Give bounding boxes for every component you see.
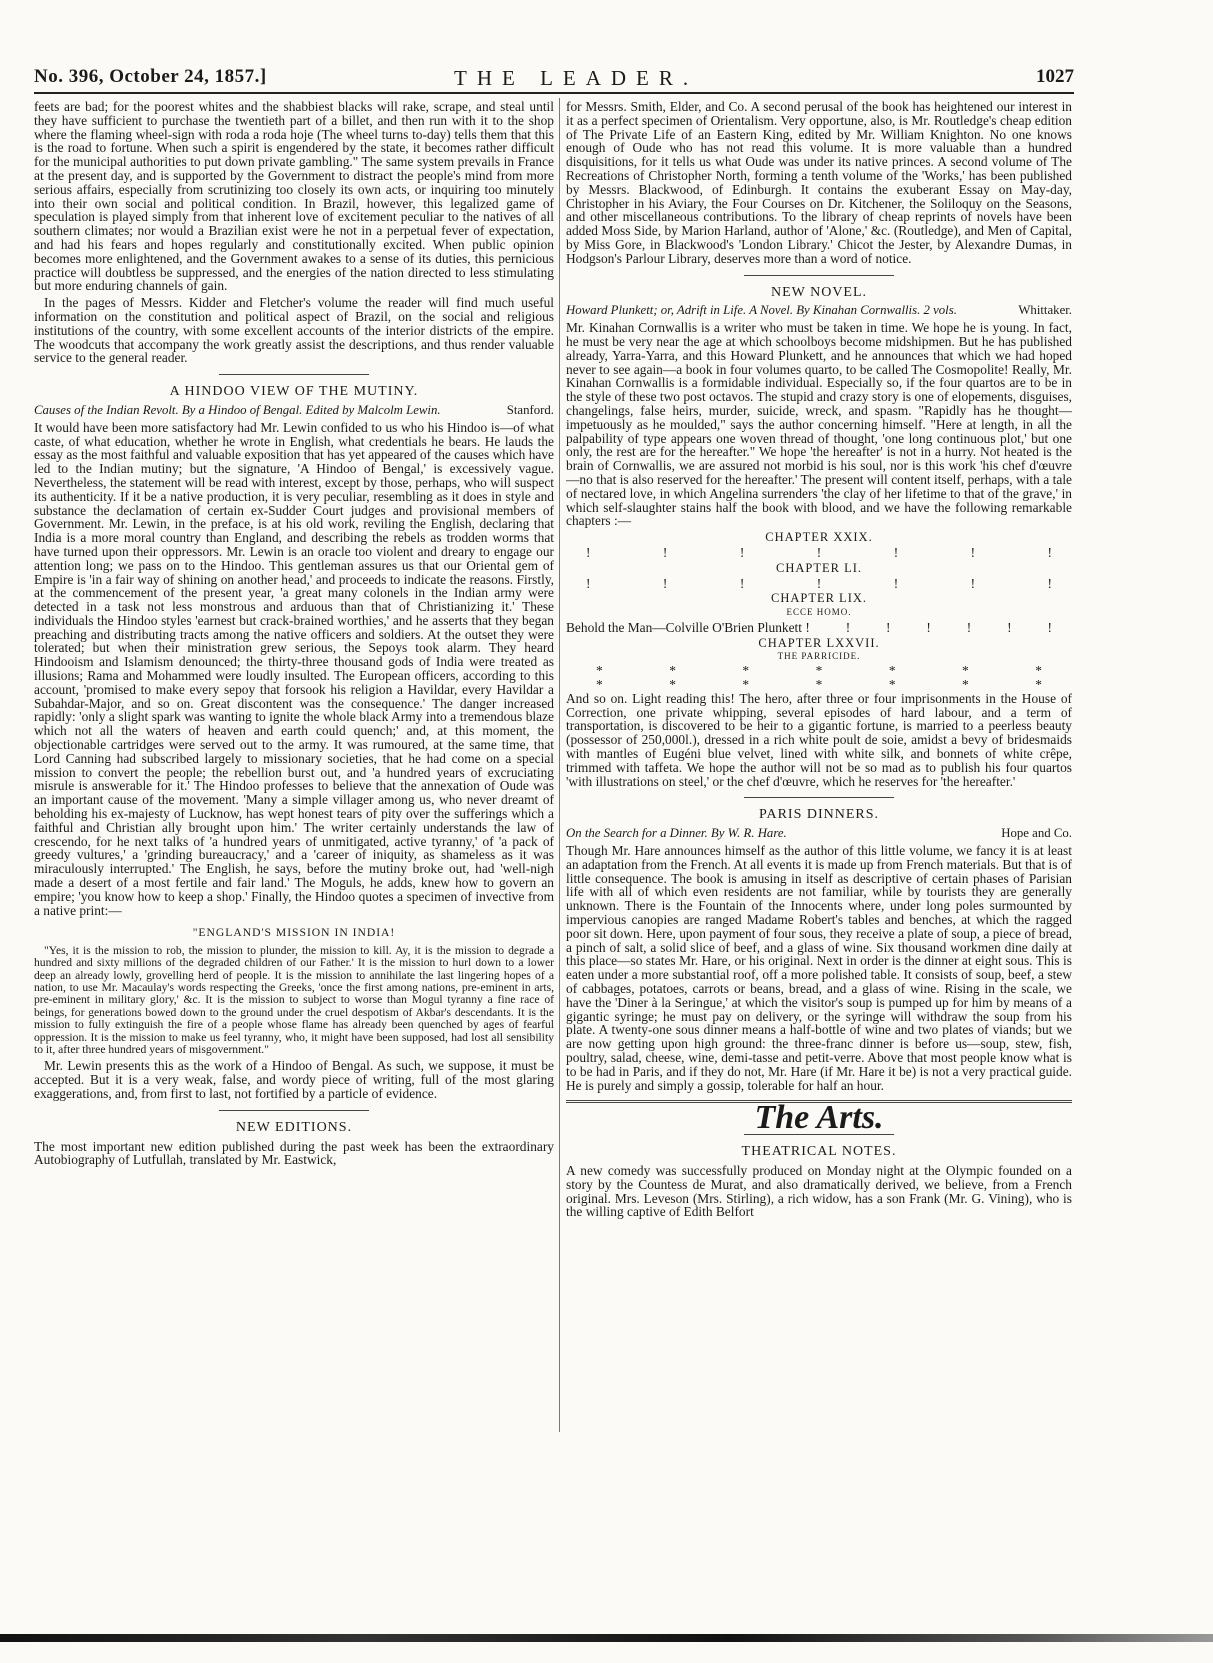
block-quote: "Yes, it is the mission to rob, the mission to plunder, the mission to kill. Ay, it is the mission to degrade a hundred and sixty millions of the degraded children of our Father.' It is the mission to hurl down to a lower deep an already lowly, grovelling herd of people. It is the mission to annihilate the last lingering hopes of a nation, to use Mr. Macaulay's words respecting the Greeks, 'once the first among nations, pre-eminent in arts, pre-eminent in military glory,' &c. It is the mission to subject to worse than Mogul tyranny a fine race of beings, for generations bowed down to the ground under the cruel despotism of Akbar's descendants. It is the mission to fully extinguish the fire of a people whose flame has already been quenched by ages of fearful oppression. It is the mission to make us feel tyranny, who, it might have been supposed, had lost all sensibility to it, after three hundred years of misgovernment." xyxy=(34,943,554,1057)
right-column xyxy=(566,100,1072,1430)
publisher: Stanford. xyxy=(506,402,554,417)
exclamation: ! xyxy=(662,575,668,591)
citation-text: Causes of the Indian Revolt. By a Hindoo of Bengal. Edited by Malcolm Lewin. xyxy=(34,402,441,417)
exclamation-row xyxy=(566,577,1072,591)
section-title-hindoo-view: A HINDOO VIEW OF THE MUTINY. xyxy=(169,384,419,400)
asterisk: * xyxy=(962,663,969,679)
paragraph: A new comedy was successfully produced on Monday night at the Olympic founded on a story by the Countess de Murat, and also dramatically derived, we believe, from a French original. Mrs. Leveson (Mrs. Stirling), a rich widow, has a son Frank (Mr. G. Vining), who is the willing captive of Edith Belfort xyxy=(566,1162,1072,1220)
section-divider xyxy=(744,797,894,798)
exclamation: ! xyxy=(845,619,851,635)
asterisk: * xyxy=(888,663,896,679)
issue-date: No. 396, October 24, 1857.] xyxy=(34,66,267,87)
paragraph: The most important new edition published during the past week has been the extraordinary Autobiography of Lutfullah, translated by Mr. Eastwick, xyxy=(34,1138,554,1168)
book-citation xyxy=(566,827,1072,841)
exclamation: ! xyxy=(886,619,891,635)
paragraph: feets are bad; for the poorest whites and the shabbiest blacks will rake, scrape, and steal until they have sufficient to purchase the twentieth part of a billet, and then run with it to the shop where the flaming wheel-sign with roda a roda hoje (The wheel turns to-day) tells them that this is the road to fortune. When such a spirit is engendered by the state, it becomes rather difficult for the municipal authorities to put down private gambling." The same system prevails in France at the present day, and is supported by the Government to distract the people's mind from more serious affairs, especially from scrutinizing too closely its own acts, or inquiring too minutely into their own social and political condition. In Brazil, however, this legalized game of speculation is played simply from that inherent love of excitement peculiar to the natives of all southern climates; nor would a Brazilian exist were he not in a perpetual fever of expectation, and had his fears and hopes regularly and constitutionally excited. When public opinion becomes more enlightened, and the Government awakes to a sense of its duties, this pernicious practice will doubtless be suppressed, and the energies of the nation directed to less stimulating but more enduring channels of gain. xyxy=(34,100,554,294)
chapter-subtitle: THE PARRICIDE. xyxy=(777,651,861,662)
asterisk: * xyxy=(742,677,750,693)
asterisk: * xyxy=(596,663,603,679)
page-number: 1027 xyxy=(1036,66,1074,87)
exclamation: ! xyxy=(816,575,822,591)
page-bottom-edge xyxy=(0,1634,1213,1642)
paragraph: It would have been more satisfactory had Mr. Lewin confided to us who his Hindoo is—of what caste, of what education, whether he wrote in English, what credentials he bears. He lauds the essay as the most faithful and valuable exposition that has yet appeared of the causes which have led to the Indian mutiny; but the signature, 'A Hindoo of Bengal,' is excessively vague. Nevertheless, the statement will be read with interest, except by those, perhaps, who will suspect its authenticity. If it be a native production, it is very peculiar, resembling as it does in style and substance the declamation of certain ex-Sudder Court judges and provisional members of Government. Mr. Lewin, in the preface, is at his old work, reviling the English, declaring that India is a more moral country than England, and describing the rebels as trodden worms that have turned upon their oppressors. Mr. Lewin is an oracle too violent and dreary to engage our attention long; we pass on to the Hindoo. This gentleman assures us that our Oriental gem of Empire is 'in a fair way of shining on another head,' and proceeds to indicate the reasons. Firstly, at the commencement of the present year, 'a great many colonels in the Indian army were detected in a task not less monstrous and arduous than that of Christianizing it.' These individuals the Hindoo styles 'earnest but crack-brained worthies,' and he asserts that they began preaching and distributing tracts among the native officers and soldiers. At the outset they were tolerated; but when their ministration grew serious, the Sepoys took alarm. They heard Hindooism and Islamism denounced; the thirty-three thousand gods of India were treated as illusions; Rama and Mohammed were loudly insulted. The European officers, according to this account, 'promised to make every sepoy that forsook his religion a Havildar, every Havildar a Subahdar-Major, and so on. Great discontent was the consequence.' The danger increased rapidly: 'only a slight spark was wanting to ignite the whole black Army into a tremendous blaze which not all the waters of heaven and earth could quench;' and, at this moment, the objectionable cartridges were served out to the army. It was rumoured, at the same time, that Lord Canning had subscribed largely to missionary societies, that he had come on a special mission to convert the people; the rebellion burst out, and 'a hundred years of excruciating misrule is answerable for it.' The Hindoo professes to believe that the annexation of Oude was an important cause of the movement. 'Many a simple villager among us, who never dreamt of beholding his ex-majesty of Lucknow, has wept honest tears of pity over the sufferings which a faithful and Christian ally brought upon him.' The writer certainly understands the law of crescendo, for he next talks of 'a hundred years of unmitigated, active tyranny,' of 'a pack of greedy vultures,' a 'grinding bureaucracy,' and a 'career of iniquity, as shameless as it was miraculously interrupted.' The English, he says, before the mutiny broke out, had 'well-nigh made a desert of a most fertile and fair land.' The Moguls, he adds, knew how to govern an empire; 'you know how to keep a shop.' Finally, the Hindoo quotes a specimen of invective from a native print:— xyxy=(34,419,554,918)
exclamation: ! xyxy=(970,544,976,560)
masthead-title: THE LEADER. xyxy=(454,66,699,90)
exclamation: ! xyxy=(586,544,591,560)
quote-title: "ENGLAND'S MISSION IN INDIA! xyxy=(192,926,396,940)
asterisk: * xyxy=(815,677,823,693)
page-header xyxy=(34,66,1074,94)
exclamation: ! xyxy=(816,544,822,560)
book-citation xyxy=(34,404,554,418)
publisher: Whittaker. xyxy=(1018,303,1072,318)
citation-text: Howard Plunkett; or, Adrift in Life. A Novel. By Kinahan Cornwallis. 2 vols. xyxy=(566,303,957,318)
paragraph: Though Mr. Hare announces himself as the author of this little volume, we fancy it is at least an adaptation from the French. At all events it is made up from French materials. But that is of little consequence. The book is amusing in itself as descriptive of certain phases of Parisian life with all of which even residents are not familiar, while by tourists they are generally unknown. There is the Fountain of the Innocents where, under long poles surmounted by impervious canopies are ranged Madame Robert's tables and benches, at which the ragged poor sit down. Here, upon payment of four sous, they receive a plate of soup, a piece of bread, a pinch of salt, a solid slice of beef, and a glass of wine. Six thousand workmen dine daily at this place—so states Mr. Hare, or his original. Next in order is the dinner at eight sous. This is eaten under a more substantial roof, off a more polished table. It consists of soup, beef, a stew of cabbages, potatoes, carrots or beans, bread, and a glass of wine. Rising in the scale, we have the 'Diner à la Seringue,' at which the visitor's soup is pumped up for him by means of a gigantic syringe; he must pay on delivery, or the syringe will withdraw the soup from his plate. A twenty-one sous dinner means a half-bottle of wine and two plates of viands; but we are now getting upon high ground: the three-franc dinner is before us—soup, stew, fish, poultry, salad, cheese, wine, demi-tasse and petit-verre. Above that most people know what is to be had in Paris, and if they do not, Mr. Hare (if Mr. Hare it be) is not a very practical guide. He is purely and simply a gossip, tolerable for half an hour. xyxy=(566,843,1072,1093)
exclamation: ! xyxy=(739,544,745,560)
paragraph: In the pages of Messrs. Kidder and Fletcher's volume the reader will find much useful information on the constitution and political aspect of Brazil, on the social and religious institutions of the country, with some excellent accounts of the interior districts of the empire. The woodcuts that accompany the work greatly assist the descriptions, and thus render valuable service to the general reader. xyxy=(34,295,554,366)
exclamation: ! xyxy=(739,575,745,591)
exclamation: ! xyxy=(1047,544,1052,560)
book-citation xyxy=(566,304,1072,318)
asterisk: * xyxy=(962,677,969,693)
asterisk: * xyxy=(596,677,603,693)
paragraph: And so on. Light reading this! The hero, after three or four imprisonments in the House of Correction, one private whipping, several episodes of hard labour, and a term of transportation, is discovered to be heir to a gigantic fortune, is married to a peerless beauty (possessor of 250,000l.), dressed in a rich white poult de soie, amidst a bevy of bridesmaids with mantles of Eugéni blue velvet, lined with white silk, and bonnets of white crêpe, trimmed with taffeta. We hope the author will not be so mad as to publish his four quartos 'with illustrations on steel,' or the chef d'œuvre, which he reserves for 'the hereafter.' xyxy=(566,690,1072,789)
asterisk: * xyxy=(742,663,750,679)
paragraph: Mr. Kinahan Cornwallis is a writer who must be taken in time. We hope he is young. In fact, he must be very near the age at which schoolboys become midshipmen. But he has published already, Yarra-Yarra, and this Howard Plunkett, and he announces that which we had hoped never to see again—a book in four volumes quarto, to be called The Cosmopolite! Really, Mr. Kinahan Cornwallis is a formidable individual. Especially so, if the four quartos are to be in the style of these two post octavos. The stupid and crazy story is one of elopements, disguises, changelings, false heirs, murder, suicide, wreck, and spasm. "Rapidly has he thought—impetuously as he moulded," says the author concerning himself. "Here at length, in all the palpability of type appears one woven thread of thought, 'one long continuous plot,' but one only, the rest are for the hereafter." We hope 'the hereafter' is not in a hurry. Not heated is the brain of Cornwallis, we are assured not morbid is his soul, nor is this work 'his chef d'œuvre—no that is also reserved for the hereafter.' The present will content itself, perhaps, with a tale of nectared love, in which Angelina surrenders 'the clay of her lifetime to that of the grave,' in which self-slaughter stains half the book with blood, and we have the following remarkable chapters :— xyxy=(566,320,1072,529)
asterisk: * xyxy=(1035,677,1042,693)
publisher: Hope and Co. xyxy=(1001,826,1072,841)
asterisk: * xyxy=(1035,663,1042,679)
asterisk-row xyxy=(566,664,1072,678)
chapter-subtitle: ECCE HOMO. xyxy=(786,607,852,618)
paragraph: Mr. Lewin presents this as the work of a Hindoo of Bengal. As such, we suppose, it must be accepted. But it is a very weak, false, and wordy piece of writing, full of the most glaring exaggerations, and, from first to last, not fortified by a particle of evidence. xyxy=(34,1058,554,1102)
exclamation: ! xyxy=(586,575,591,591)
section-divider xyxy=(219,374,369,375)
asterisk: * xyxy=(888,677,896,693)
behold-line xyxy=(566,621,1072,635)
exclamation: ! xyxy=(893,575,899,591)
chapter-heading: CHAPTER LXXVII. xyxy=(758,635,880,650)
exclamation: ! xyxy=(1007,619,1012,635)
column-divider xyxy=(559,98,560,1432)
section-divider xyxy=(744,275,894,276)
citation-text: On the Search for a Dinner. By W. R. Hare. xyxy=(566,826,787,841)
exclamation: ! xyxy=(926,619,931,635)
exclamation: ! xyxy=(1047,619,1052,635)
chapter-heading: CHAPTER XXIX. xyxy=(765,530,873,545)
chapter-heading: CHAPTER LIX. xyxy=(770,591,868,606)
arts-heading: The Arts. xyxy=(754,1099,884,1137)
exclamation: ! xyxy=(662,544,668,560)
left-column xyxy=(34,100,554,1430)
section-divider xyxy=(219,1110,369,1111)
exclamation: ! xyxy=(970,575,976,591)
asterisk-row xyxy=(566,678,1072,692)
exclamation: ! xyxy=(966,619,972,635)
section-title-new-editions: NEW EDITIONS. xyxy=(235,1119,353,1135)
exclamation-row xyxy=(566,546,1072,560)
asterisk: * xyxy=(815,663,823,679)
section-title-theatrical-notes: THEATRICAL NOTES. xyxy=(741,1144,897,1160)
section-title-paris-dinners: PARIS DINNERS. xyxy=(758,807,880,823)
chapter-heading: CHAPTER LI. xyxy=(776,560,862,575)
exclamation: ! xyxy=(893,544,899,560)
asterisk: * xyxy=(669,677,676,693)
paragraph: for Messrs. Smith, Elder, and Co. A second perusal of the book has heightened our interest in it as a perfect specimen of Orientalism. Very opportune, also, is Mr. Routledge's cheap edition of The Private Life of an Eastern King, edited by Mr. William Knighton. No one knows enough of Oude who has not read this volume. It is more valuable than a hundred disquisitions, for it tells us what Oude was under its native princes. A second volume of The Recreations of Christopher North, forming a tenth volume of the 'Works,' has been published by Messrs. Blackwood, of Edinburgh. It contains the exuberant Essay on May-day, Christopher in his Aviary, the Four Courses on Dr. Kitchener, the Soliloquy on the Seasons, and other miscellaneous contributions. To the library of cheap reprints of novels have been added Moss Side, by Marion Harland, author of 'Alone,' &c. (Routledge), and Men of Capital, by Miss Gore, in Blackwood's 'London Library.' Chicot the Jester, by Alexandre Dumas, in Hodgson's Parlour Library, deserves more than a word of notice. xyxy=(566,100,1072,266)
section-title-new-novel: NEW NOVEL. xyxy=(770,284,868,300)
exclamation: ! xyxy=(1047,575,1052,591)
asterisk: * xyxy=(669,663,676,679)
behold-text: Behold the Man—Colville O'Brien Plunkett ! xyxy=(566,619,810,635)
